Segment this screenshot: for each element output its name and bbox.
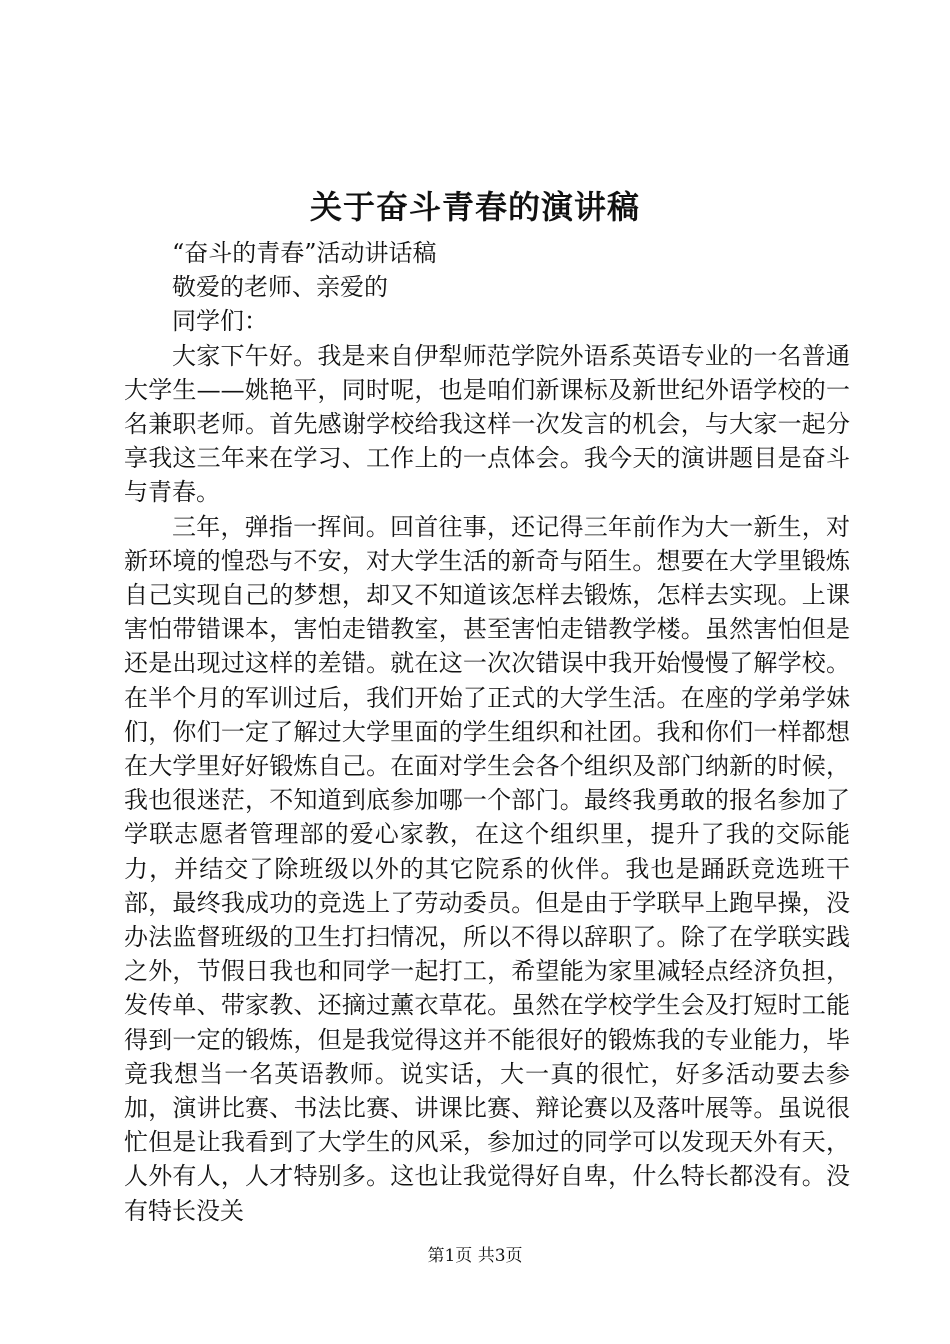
body-paragraph-2: 三年，弹指一挥间。回首往事，还记得三年前作为大一新生，对新环境的惶恐与不安，对大学生活的新奇与陌生。想要在大学里锻炼自己实现自己的梦想，却又不知道该怎样去锻炼，怎样去实现。上课害怕带错课本，害怕走错教室，甚至害怕走错教学楼。虽然害怕但是还是出现过这样的差错。就在这一次次错误中我开始慢慢了解学校。在半个月的军训过后，我们开始了正式的大学生活。在座的学弟学妹们，你们一定了解过大学里面的学生组织和社团。我和你们一样都想在大学里好好锻炼自己。在面对学生会各个组织及部门纳新的时候，我也很迷茫，不知道到底参加哪一个部门。最终我勇敢的报名参加了学联志愿者管理部的爱心家教，在这个组织里，提升了我的交际能力，并结交了除班级以外的其它院系的伙伴。我也是踊跃竞选班干部，最终我成功的竞选上了劳动委员。但是由于学联早上跑早操，没办法监督班级的卫生打扫情况，所以不得以辞职了。除了在学联实践之外，节假日我也和同学一起打工，希望能为家里减轻点经济负担，发传单、带家教、还摘过薰衣草花。虽然在学校学生会及打短时工能得到一定的锻炼，但是我觉得这并不能很好的锻炼我的专业能力，毕竟我想当一名英语教师。说实话，大一真的很忙，好多活动要去参加，演讲比赛、书法比赛、讲课比赛、辩论赛以及落叶展等。虽说很忙但是让我看到了大学生的风采，参加过的同学可以发现天外有天，人外有人，人才特别多。这也让我觉得好自卑，什么特长都没有。没有特长没关 bbox=[124, 512, 850, 1225]
salutation-line-2: 同学们： bbox=[172, 307, 268, 336]
document-title: 关于奋斗青春的演讲稿 bbox=[309, 188, 640, 226]
document-body bbox=[124, 236, 850, 1228]
speech-subtitle: “奋斗的青春”活动讲话稿 bbox=[172, 239, 437, 267]
salutation-line-1: 敬爱的老师、亲爱的 bbox=[172, 273, 388, 302]
body-paragraph-1: 大家下午好。我是来自伊犁师范学院外语系英语专业的一名普通大学生——姚艳平，同时呢，也是咱们新课标及新世纪外语学校的一名兼职老师。首先感谢学校给我这样一次发言的机会，与大家一起分享我这三年来在学习、工作上的一点体会。我今天的演讲题目是奋斗与青春。 bbox=[124, 341, 850, 507]
page-number-footer: 第1页 共3页 bbox=[427, 1246, 523, 1266]
